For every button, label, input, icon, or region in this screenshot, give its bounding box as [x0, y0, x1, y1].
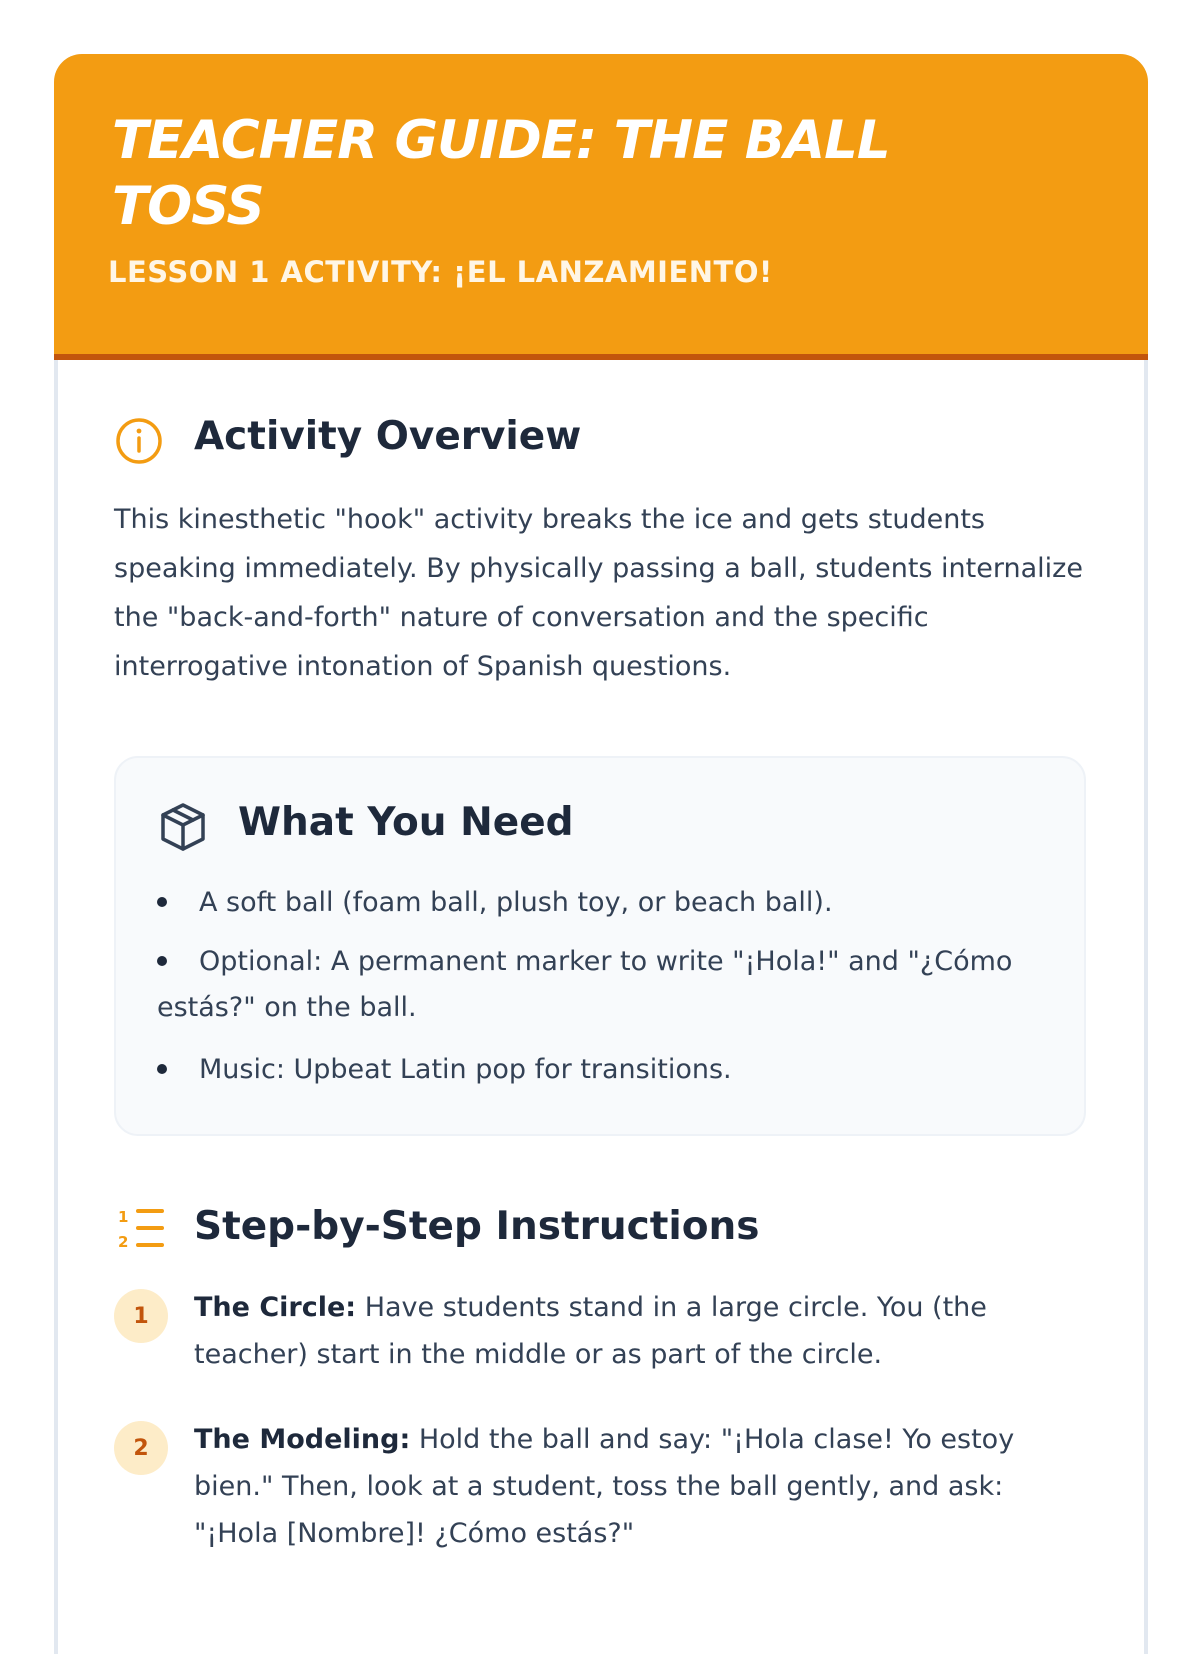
page-title: TEACHER GUIDE: THE BALL TOSS — [112, 110, 890, 237]
step-body: Have students stand in a large circle. You (the teacher) start in the middle or as part of the circle. — [194, 1292, 987, 1370]
step-text — [194, 1416, 1094, 1557]
step-text — [194, 1284, 1094, 1378]
info-icon — [114, 416, 164, 470]
step-number-badge: 2 — [114, 1421, 168, 1475]
overview-text: This kinesthetic "hook" activity breaks the ice and gets students speaking immediately. By physically passing a ball, students internalize the "back-and-forth" nature of conversation and the specific interrogative intonation of Spanish questions. — [114, 504, 1083, 682]
overview-title: Activity Overview — [194, 414, 582, 459]
page-subtitle: LESSON 1 ACTIVITY: ¡EL LANZAMIENTO! — [108, 255, 773, 289]
step-number-badge: 1 — [114, 1289, 168, 1343]
step-label: The Modeling: — [194, 1424, 411, 1455]
step-body: Hold the ball and say: "¡Hola clase! Yo estoy bien." Then, look at a student, toss the ball gently, and ask: "¡Hola [Nombre]! ¿Cómo estás?" — [194, 1424, 1015, 1549]
box-icon — [158, 801, 208, 857]
step-label: The Circle: — [194, 1292, 357, 1323]
guide-header — [54, 54, 1148, 360]
numbered-list-icon — [118, 1207, 166, 1257]
steps-title: Step-by-Step Instructions — [194, 1204, 760, 1249]
svg-text:2: 2 — [118, 1233, 129, 1251]
needs-title: What You Need — [238, 800, 574, 845]
svg-text:1: 1 — [118, 1208, 129, 1226]
